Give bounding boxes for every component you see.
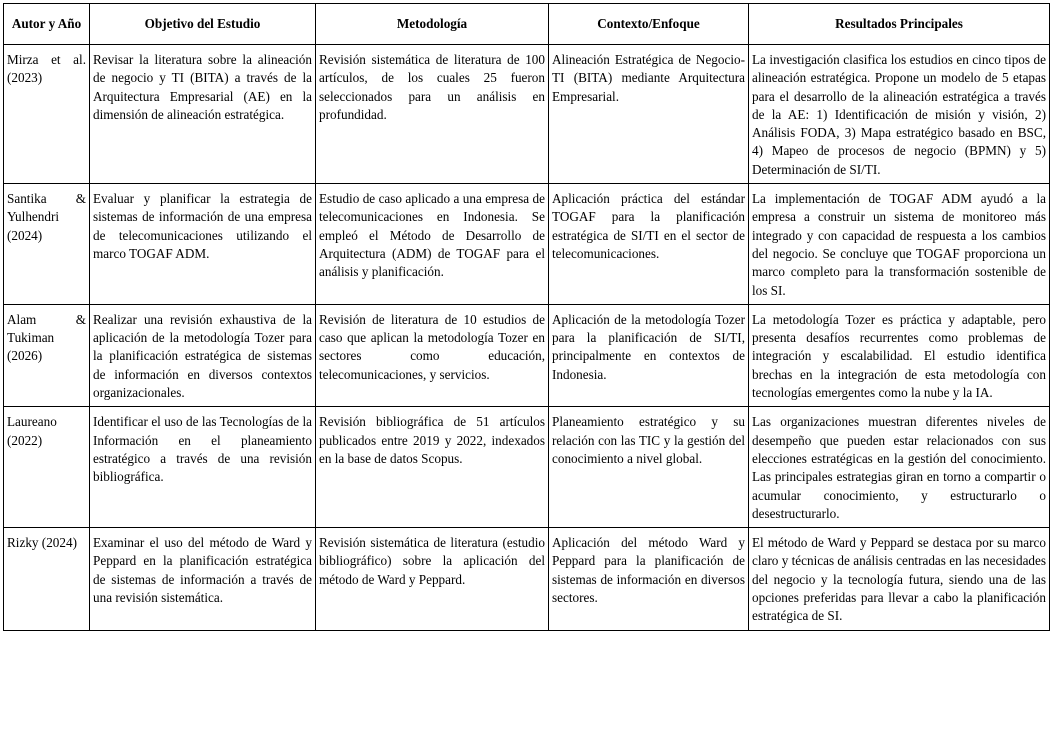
literature-review-table <box>3 3 1050 631</box>
header-results: Resultados Principales <box>749 4 1050 45</box>
methodology-cell: Revisión sistemática de literatura de 100 artículos, de los cuales 25 fueron seleccionados para un análisis en profundidad. <box>316 45 549 184</box>
context-cell: Aplicación de la metodología Tozer para la planificación de SI/TI, principalmente en contextos de Indonesia. <box>549 304 749 406</box>
results-cell: La metodología Tozer es práctica y adaptable, pero presenta desafíos recurrentes como problemas de integración y escalabilidad. El estudio identifica brechas en la integración de esta metodología con tecnologías emergentes como la nube y la IA. <box>749 304 1050 406</box>
author-cell: Alam & Tukiman (2026) <box>4 304 90 406</box>
table-row <box>4 184 1050 305</box>
results-cell: El método de Ward y Peppard se destaca por su marco claro y técnicas de análisis centradas en las necesidades del negocio y la tecnología futura, siendo una de las opciones preferidas para llevar a cabo la planificación estratégica de SI. <box>749 528 1050 630</box>
header-row <box>4 4 1050 45</box>
table-row <box>4 407 1050 528</box>
objective-cell: Evaluar y planificar la estrategia de sistemas de información de una empresa de telecomunicaciones utilizando el marco TOGAF ADM. <box>90 184 316 305</box>
results-cell: La implementación de TOGAF ADM ayudó a la empresa a construir un sistema de monitoreo más integrado y con capacidad de respuesta a los cambios del negocio. Se concluye que TOGAF proporciona un marco completo para la transformación sostenible de los SI. <box>749 184 1050 305</box>
author-cell: Santika & Yulhendri (2024) <box>4 184 90 305</box>
author-cell: Laureano (2022) <box>4 407 90 528</box>
objective-cell: Examinar el uso del método de Ward y Peppard en la planificación estratégica de sistemas de información a través de una revisión sistemática. <box>90 528 316 630</box>
table-row <box>4 528 1050 630</box>
objective-cell: Realizar una revisión exhaustiva de la aplicación de la metodología Tozer para la planificación estratégica de sistemas de información en diversos contextos organizacionales. <box>90 304 316 406</box>
author-cell: Rizky (2024) <box>4 528 90 630</box>
results-cell: Las organizaciones muestran diferentes niveles de desempeño que pueden estar relacionados con sus elecciones estratégicas en la gestión del conocimiento. Las principales estrategias giran en torno a compartir o acumular conocimiento, y estructurarlo o desestructurarlo. <box>749 407 1050 528</box>
methodology-cell: Estudio de caso aplicado a una empresa de telecomunicaciones en Indonesia. Se empleó el Método de Desarrollo de Arquitectura (ADM) de TOGAF para el análisis y planificación. <box>316 184 549 305</box>
context-cell: Planeamiento estratégico y su relación con las TIC y la gestión del conocimiento a nivel global. <box>549 407 749 528</box>
header-methodology: Metodología <box>316 4 549 45</box>
table-row <box>4 45 1050 184</box>
author-cell: Mirza et al. (2023) <box>4 45 90 184</box>
methodology-cell: Revisión de literatura de 10 estudios de caso que aplican la metodología Tozer en sectores como educación, telecomunicaciones, y servicios. <box>316 304 549 406</box>
header-objective: Objetivo del Estudio <box>90 4 316 45</box>
objective-cell: Revisar la literatura sobre la alineación de negocio y TI (BITA) a través de la Arquitectura Empresarial (AE) en la dimensión de alineación estratégica. <box>90 45 316 184</box>
methodology-cell: Revisión sistemática de literatura (estudio bibliográfico) sobre la aplicación del método de Ward y Peppard. <box>316 528 549 630</box>
methodology-cell: Revisión bibliográfica de 51 artículos publicados entre 2019 y 2022, indexados en la base de datos Scopus. <box>316 407 549 528</box>
context-cell: Alineación Estratégica de Negocio-TI (BITA) mediante Arquitectura Empresarial. <box>549 45 749 184</box>
header-author-year: Autor y Año <box>4 4 90 45</box>
context-cell: Aplicación del método Ward y Peppard para la planificación de sistemas de información en diversos sectores. <box>549 528 749 630</box>
results-cell: La investigación clasifica los estudios en cinco tipos de alineación estratégica. Propone un modelo de 5 etapas para el desarrollo de la alineación estratégica a través de la AE: 1) Identificación de misión y visión, 2) Análisis FODA, 3) Mapa estratégico basado en BSC, 4) Mapeo de procesos de negocio (BPMN) y 5) Determinación de SI/TI. <box>749 45 1050 184</box>
objective-cell: Identificar el uso de las Tecnologías de la Información en el planeamiento estratégico a través de una revisión bibliográfica. <box>90 407 316 528</box>
header-context: Contexto/Enfoque <box>549 4 749 45</box>
table-row <box>4 304 1050 406</box>
context-cell: Aplicación práctica del estándar TOGAF para la planificación estratégica de SI/TI en el sector de telecomunicaciones. <box>549 184 749 305</box>
